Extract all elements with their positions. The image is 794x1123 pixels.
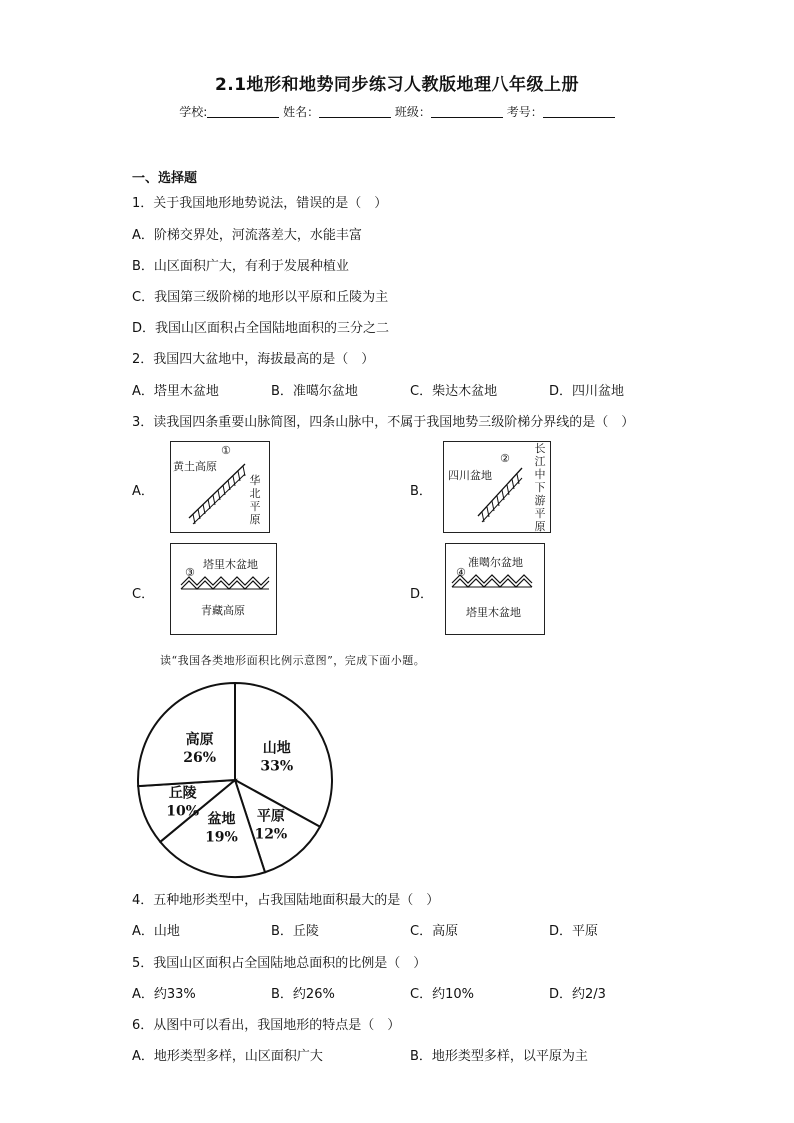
pie-value-label: 10% [166,803,200,820]
class-blank [431,105,503,118]
pie-category-label: 高原 [185,731,214,748]
q1-option-d: D．我国山区面积占全国陆地面积的三分之二 [132,321,390,336]
q5-option-b: B．约26% [271,987,335,1002]
diagram-b-left-region: 四川盆地 [448,469,492,482]
q1-option-c: C．我国第三级阶梯的地形以平原和丘陵为主 [132,290,389,305]
q2-option-a: A．塔里木盆地 [132,384,219,399]
page-title: 2.1地形和地势同步练习人教版地理八年级上册 [214,75,580,95]
school-label: 学校: [179,105,208,119]
pie-category-label: 平原 [256,808,285,825]
q3-option-b-label: B． [410,484,432,499]
mountain-diagram-c [170,543,277,635]
q1-option-a: A．阶梯交界处，河流落差大，水能丰富 [132,228,362,243]
exam-no-blank [543,105,615,118]
diagram-b-right-region: 长 江 中 下 游 平 原 [534,442,546,533]
q5-option-a: A．约33% [132,987,196,1002]
class-label: 班级： [394,105,431,119]
diagram-c-top-region: 塔里木盆地 [203,558,258,571]
mountain-range-c-symbol [171,544,276,634]
mountain-range-d-symbol [446,544,544,634]
exam-no-label: 考号： [506,105,543,119]
pie-value-label: 12% [254,826,288,843]
diagram-d-bottom-region: 塔里木盆地 [466,606,521,619]
q5-option-d: D．约2/3 [549,987,606,1002]
q5-stem: 5．我国山区面积占全国陆地总面积的比例是（ ） [132,956,427,971]
q5-option-c: C．约10% [410,987,474,1002]
q4-option-c: C．高原 [410,924,459,939]
q4-option-d: D．平原 [549,924,599,939]
diagram-b-number: ② [500,452,510,465]
q3-option-a-label: A． [132,484,154,499]
q6-option-b: B．地形类型多样，以平原为主 [410,1049,588,1064]
q1-stem: 1．关于我国地形地势说法，错误的是（ ） [132,196,388,211]
diagram-c-bottom-region: 青藏高原 [201,604,245,617]
diagram-a-right-region: 华 北 平 原 [249,474,261,526]
pie-category-label: 山地 [262,740,291,757]
section-title: 一、选择题 [132,171,198,186]
pie-value-label: 19% [205,829,238,846]
q2-option-d: D．四川盆地 [549,384,625,399]
terrain-area-pie-chart [130,676,340,886]
q4-option-b: B．丘陵 [271,924,319,939]
q6-stem: 6．从图中可以看出，我国地形的特点是（ ） [132,1018,401,1033]
diagram-c-number: ③ [185,566,195,579]
q4-option-a: A．山地 [132,924,180,939]
mountain-diagram-a [170,441,270,533]
pie-value-label: 26% [183,749,217,766]
q2-option-b: B．准噶尔盆地 [271,384,358,399]
diagram-d-number: ④ [456,566,466,579]
pie-value-label: 33% [260,758,294,775]
student-info-line [0,103,794,120]
pie-category-label: 丘陵 [168,785,197,802]
diagram-a-number: ① [221,444,231,457]
diagram-d-top-region: 准噶尔盆地 [468,556,523,569]
q3-option-c-label: C． [132,587,155,602]
q4-stem: 4．五种地形类型中，占我国陆地面积最大的是（ ） [132,893,440,908]
name-label: 姓名： [283,105,320,119]
q3-stem: 3．读我国四条重要山脉简图，四条山脉中，不属于我国地势三级阶梯分界线的是（ ） [132,415,635,430]
mountain-diagram-b [443,441,551,533]
q2-stem: 2．我国四大盆地中，海拔最高的是（ ） [132,352,375,367]
pie-category-label: 盆地 [207,811,236,828]
q6-option-a: A．地形类型多样，山区面积广大 [132,1049,323,1064]
q2-option-c: C．柴达木盆地 [410,384,498,399]
diagram-a-left-region: 黄土高原 [173,460,217,473]
mountain-diagram-d [445,543,545,635]
q1-option-b: B．山区面积广大，有利于发展种植业 [132,259,349,274]
name-blank [319,105,391,118]
school-blank [207,105,279,118]
chart-intro-text: 读“我国各类地形面积比例示意图”，完成下面小题。 [160,654,426,667]
q3-option-d-label: D． [410,587,434,602]
